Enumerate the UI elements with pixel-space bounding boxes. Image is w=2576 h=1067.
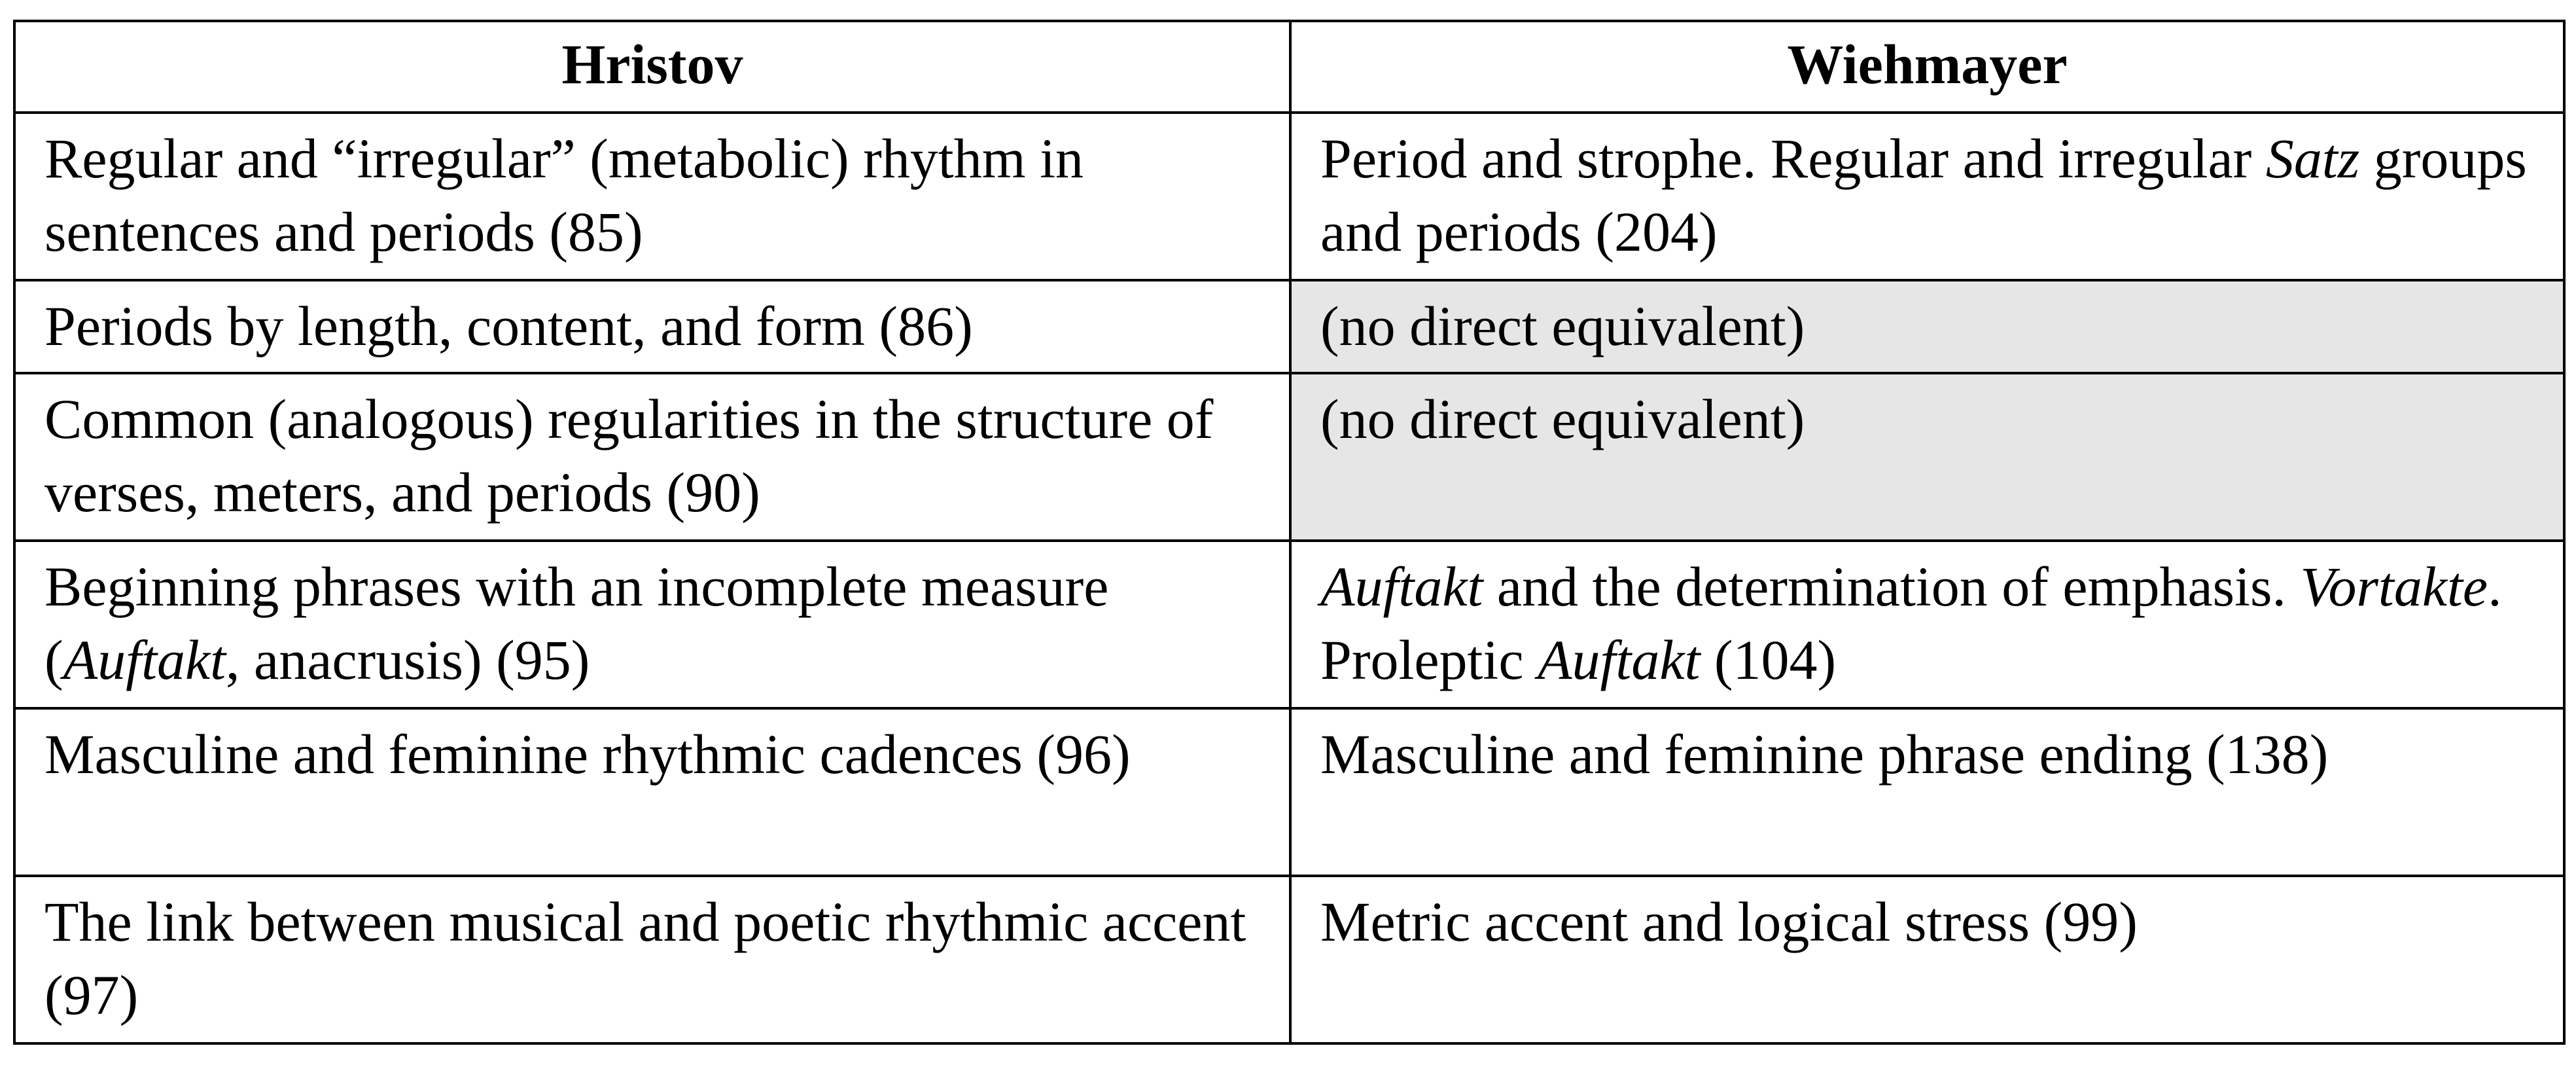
hristov-cell: Masculine and feminine rhythmic cadences (96): [14, 708, 1290, 876]
hristov-cell: Common (analogous) regularities in the structure of verses, meters, and periods (90): [14, 373, 1290, 541]
wiehmayer-cell-no-equivalent: (no direct equivalent): [1290, 373, 2564, 541]
table-row: [14, 113, 2564, 280]
wiehmayer-cell: Metric accent and logical stress (99): [1290, 876, 2564, 1043]
wiehmayer-cell: Auftakt and the determination of emphasis. Vortakte. Proleptic Auftakt (104): [1290, 541, 2564, 708]
hristov-cell: Periods by length, content, and form (86): [14, 280, 1290, 373]
hristov-cell: The link between musical and poetic rhythmic accent (97): [14, 876, 1290, 1043]
header-hristov: Hristov: [14, 21, 1290, 113]
wiehmayer-cell: Period and strophe. Regular and irregular Satz groups and periods (204): [1290, 113, 2564, 280]
header-wiehmayer: Wiehmayer: [1290, 21, 2564, 113]
header-row: [14, 21, 2564, 113]
table-row: [14, 708, 2564, 876]
wiehmayer-cell: Masculine and feminine phrase ending (138): [1290, 708, 2564, 876]
hristov-cell: Beginning phrases with an incomplete measure (Auftakt, anacrusis) (95): [14, 541, 1290, 708]
table-row: [14, 373, 2564, 541]
table-row: [14, 541, 2564, 708]
hristov-cell: Regular and “irregular” (metabolic) rhythm in sentences and periods (85): [14, 113, 1290, 280]
comparison-table: [13, 20, 2566, 1045]
table-row: [14, 876, 2564, 1043]
wiehmayer-cell-no-equivalent: (no direct equivalent): [1290, 280, 2564, 373]
table-row: [14, 280, 2564, 373]
